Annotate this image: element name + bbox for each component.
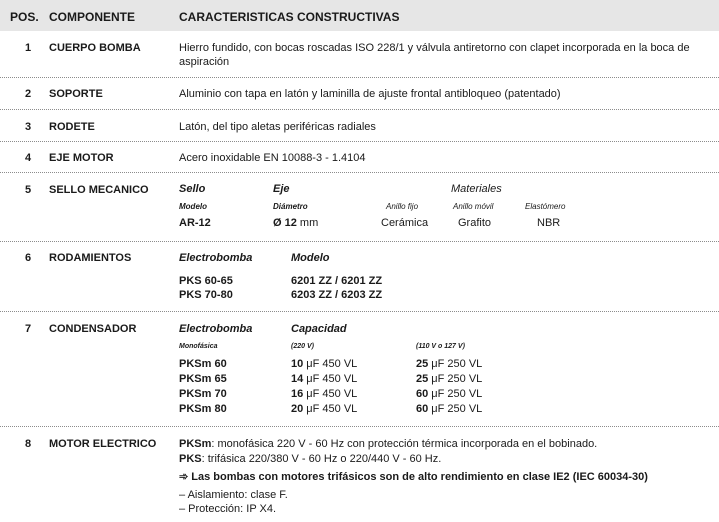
motor-line-protection: – Protección: IP X4.: [179, 503, 277, 515]
capacitor-unit: μF 450 VL: [303, 388, 358, 400]
capacitor-number: 25: [416, 373, 429, 385]
capacitor-pump: PKSm 65: [179, 373, 227, 385]
row-pos: 1: [24, 42, 32, 54]
capacitor-value-110: [416, 388, 482, 400]
seal-elastomer-value: NBR: [537, 217, 561, 229]
header-pos: POS.: [10, 10, 39, 24]
motor-text: : trifásica 220/380 V - 60 Hz o 220/440 V - 60 Hz.: [201, 453, 442, 465]
row-pos: 3: [24, 121, 32, 133]
row-component: RODAMIENTOS: [49, 252, 132, 264]
row-description: Acero inoxidable EN 10088-3 - 1.4104: [179, 152, 366, 164]
bearings-model: 6201 ZZ / 6201 ZZ: [291, 275, 383, 287]
capacitor-unit: μF 250 VL: [428, 403, 483, 415]
capacitor-number: 60: [416, 403, 429, 415]
capacitor-sub-110v: (110 V o 127 V): [416, 343, 465, 350]
motor-line-efficiency: [179, 470, 648, 484]
motor-text: Las bombas con motores trifásicos son de alto rendimiento en clase IE2 (IEC 60034-30): [191, 471, 648, 483]
seal-sub-elastomero: Elastómero: [525, 202, 566, 211]
bearings-model: 6203 ZZ / 6203 ZZ: [291, 289, 383, 301]
row-description: Hierro fundido, con bocas roscadas ISO 228/1 y válvula antiretorno con clapet incorporada en la boca de: [179, 42, 690, 54]
motor-text: : monofásica 220 V - 60 Hz con protección térmica incorporada en el bobinado.: [211, 438, 598, 450]
row-component: CONDENSADOR: [49, 323, 137, 335]
row-component: EJE MOTOR: [49, 152, 114, 164]
capacitor-value-220: [291, 373, 357, 385]
row-pos: 4: [24, 152, 32, 164]
capacitor-number: 16: [291, 388, 304, 400]
capacitor-sub-monofasica: Monofásica: [179, 343, 218, 350]
motor-line-insulation: – Aislamiento: clase F.: [179, 489, 288, 501]
row-pos: 8: [24, 438, 32, 450]
capacitor-pump: PKSm 80: [179, 403, 227, 415]
capacitor-unit: μF 250 VL: [428, 358, 483, 370]
row-separator: [0, 172, 719, 173]
arrow-right-icon: ➾: [179, 471, 189, 483]
header-characteristics: CARACTERISTICAS CONSTRUCTIVAS: [179, 10, 400, 24]
row-component: MOTOR ELECTRICO: [49, 438, 157, 450]
capacitor-value-110: [416, 403, 482, 415]
seal-heading-eje: Eje: [273, 183, 290, 195]
seal-heading-materiales: Materiales: [451, 183, 502, 195]
capacitor-number: 60: [416, 388, 429, 400]
motor-label: PKSm: [179, 438, 212, 450]
row-separator: [0, 311, 719, 312]
capacitor-pump: PKSm 70: [179, 388, 227, 400]
capacitor-unit: μF 450 VL: [303, 373, 358, 385]
row-separator: [0, 141, 719, 142]
row-component: SELLO MECANICO: [49, 184, 149, 196]
seal-heading-sello: Sello: [179, 183, 206, 195]
seal-fixed-ring-value: Cerámica: [381, 217, 429, 229]
seal-diameter-number: Ø 12: [273, 217, 297, 229]
capacitor-unit: μF 450 VL: [303, 403, 358, 415]
row-component: CUERPO BOMBA: [49, 42, 141, 54]
row-description: Aluminio con tapa en latón y laminilla de ajuste frontal antibloqueo (patentado): [179, 88, 561, 100]
bearings-col-pump: Electrobomba: [179, 252, 253, 264]
motor-label: PKS: [179, 453, 202, 465]
row-component: RODETE: [49, 121, 95, 133]
seal-model-value: AR-12: [179, 217, 211, 229]
row-pos: 6: [24, 252, 32, 264]
seal-moving-ring-value: Grafito: [458, 217, 492, 229]
capacitor-unit: μF 250 VL: [428, 388, 483, 400]
capacitor-value-220: [291, 403, 357, 415]
capacitor-number: 20: [291, 403, 304, 415]
capacitor-unit: μF 450 VL: [303, 358, 358, 370]
header-component: COMPONENTE: [49, 10, 136, 24]
capacitor-col-pump: Electrobomba: [179, 323, 253, 335]
row-pos: 2: [24, 88, 32, 100]
row-separator: [0, 77, 719, 78]
capacitor-value-110: [416, 373, 482, 385]
row-description-continued: aspiración: [179, 56, 230, 68]
capacitor-value-220: [291, 388, 357, 400]
seal-sub-diametro: Diámetro: [273, 202, 308, 211]
row-separator: [0, 109, 719, 110]
seal-sub-anillo-movil: Anillo móvil: [453, 202, 494, 211]
capacitor-number: 14: [291, 373, 304, 385]
capacitor-pump: PKSm 60: [179, 358, 227, 370]
seal-diameter-unit: mm: [296, 217, 319, 229]
bearings-col-model: Modelo: [291, 252, 330, 264]
capacitor-unit: μF 250 VL: [428, 373, 483, 385]
capacitor-value-110: [416, 358, 482, 370]
motor-line-three-phase: [179, 452, 441, 466]
capacitor-sub-220v: (220 V): [291, 343, 314, 350]
bearings-pump: PKS 60-65: [179, 275, 233, 287]
row-separator: [0, 241, 719, 242]
capacitor-value-220: [291, 358, 357, 370]
seal-sub-modelo: Modelo: [179, 202, 207, 211]
capacitor-number: 25: [416, 358, 429, 370]
capacitor-number: 10: [291, 358, 304, 370]
capacitor-col-capacity: Capacidad: [291, 323, 347, 335]
seal-diameter-value: [273, 217, 318, 229]
bearings-pump: PKS 70-80: [179, 289, 233, 301]
row-pos: 5: [24, 184, 32, 196]
row-pos: 7: [24, 323, 32, 335]
motor-line-single-phase: [179, 437, 597, 451]
row-separator: [0, 426, 719, 427]
row-description: Latón, del tipo aletas periféricas radiales: [179, 121, 376, 133]
seal-sub-anillo-fijo: Anillo fijo: [386, 202, 419, 211]
row-component: SOPORTE: [49, 88, 103, 100]
